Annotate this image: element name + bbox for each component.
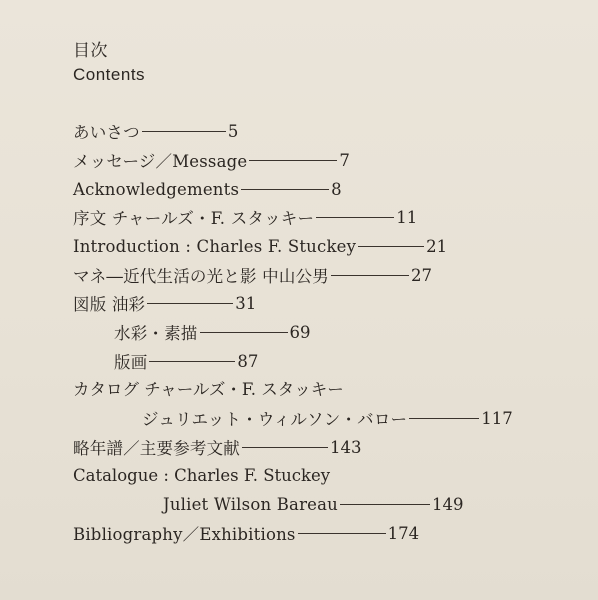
toc-leader-line bbox=[249, 160, 337, 161]
toc-entry-title-continued: ジュリエット・ウィルソン・バロー bbox=[142, 410, 408, 429]
toc-page-number: 7 bbox=[339, 150, 350, 170]
contents-heading-english: Contents bbox=[73, 65, 146, 84]
toc-entry-title: Bibliography／Exhibitions bbox=[73, 525, 296, 544]
toc-entry-title: 図版 油彩 bbox=[73, 295, 146, 314]
toc-entry bbox=[73, 235, 447, 257]
toc-leader-line bbox=[147, 303, 233, 304]
toc-entry bbox=[142, 407, 513, 429]
toc-leader-line bbox=[358, 246, 424, 247]
toc-entry-title: カタログ チャールズ・F. スタッキー bbox=[73, 380, 344, 399]
toc-page-number: 149 bbox=[432, 494, 464, 514]
toc-leader-line bbox=[200, 332, 288, 333]
toc-entry-title: Catalogue : Charles F. Stuckey bbox=[73, 466, 331, 485]
toc-entry bbox=[73, 178, 342, 200]
toc-entry bbox=[73, 522, 419, 544]
toc-entry-title: 水彩・素描 bbox=[114, 324, 198, 343]
toc-leader-line bbox=[298, 533, 386, 534]
toc-entry-title-continued: Juliet Wilson Bareau bbox=[163, 494, 339, 514]
toc-entry-title: マネ―近代生活の光と影 中山公男 bbox=[73, 267, 329, 286]
toc-leader-line bbox=[409, 418, 479, 419]
toc-entry bbox=[73, 120, 238, 142]
toc-entry-title: 序文 チャールズ・F. スタッキー bbox=[73, 209, 315, 228]
toc-entry bbox=[114, 321, 311, 343]
toc-page-number: 27 bbox=[410, 265, 432, 285]
toc-page-number: 117 bbox=[481, 408, 513, 428]
toc-leader-line bbox=[340, 504, 430, 505]
toc-entry bbox=[163, 493, 464, 515]
toc-leader-line bbox=[142, 131, 226, 132]
toc-page-number: 5 bbox=[227, 121, 239, 141]
toc-entry bbox=[73, 149, 350, 171]
toc-entry bbox=[73, 264, 432, 286]
toc-page-number: 8 bbox=[331, 179, 342, 199]
toc-page-number: 174 bbox=[387, 523, 420, 543]
toc-leader-line bbox=[149, 361, 235, 362]
toc-leader-line bbox=[316, 217, 394, 218]
toc-leader-line bbox=[242, 447, 328, 448]
toc-entry bbox=[114, 350, 258, 372]
toc-entry bbox=[73, 206, 417, 228]
toc-entry-title: Acknowledgements bbox=[73, 179, 240, 199]
toc-entry-title: メッセージ／Message bbox=[73, 152, 248, 171]
toc-leader-line bbox=[241, 189, 329, 190]
toc-page-number: 69 bbox=[289, 322, 311, 342]
toc-page-number: 31 bbox=[235, 293, 257, 313]
toc-entry bbox=[73, 436, 362, 458]
toc-entry-title: あいさつ bbox=[73, 123, 140, 142]
toc-entry-title: 略年譜／主要参考文献 bbox=[73, 439, 240, 458]
contents-heading-japanese: 目次 bbox=[73, 41, 108, 61]
toc-entry-title: 版画 bbox=[114, 353, 148, 372]
toc-page-number: 21 bbox=[426, 236, 448, 256]
toc-page-number: 11 bbox=[396, 207, 418, 227]
toc-page-number: 87 bbox=[237, 351, 259, 371]
toc-page-number: 143 bbox=[330, 437, 362, 457]
toc-leader-line bbox=[331, 275, 409, 276]
toc-entry bbox=[73, 292, 256, 314]
toc-entry-title: Introduction : Charles F. Stuckey bbox=[73, 236, 357, 256]
